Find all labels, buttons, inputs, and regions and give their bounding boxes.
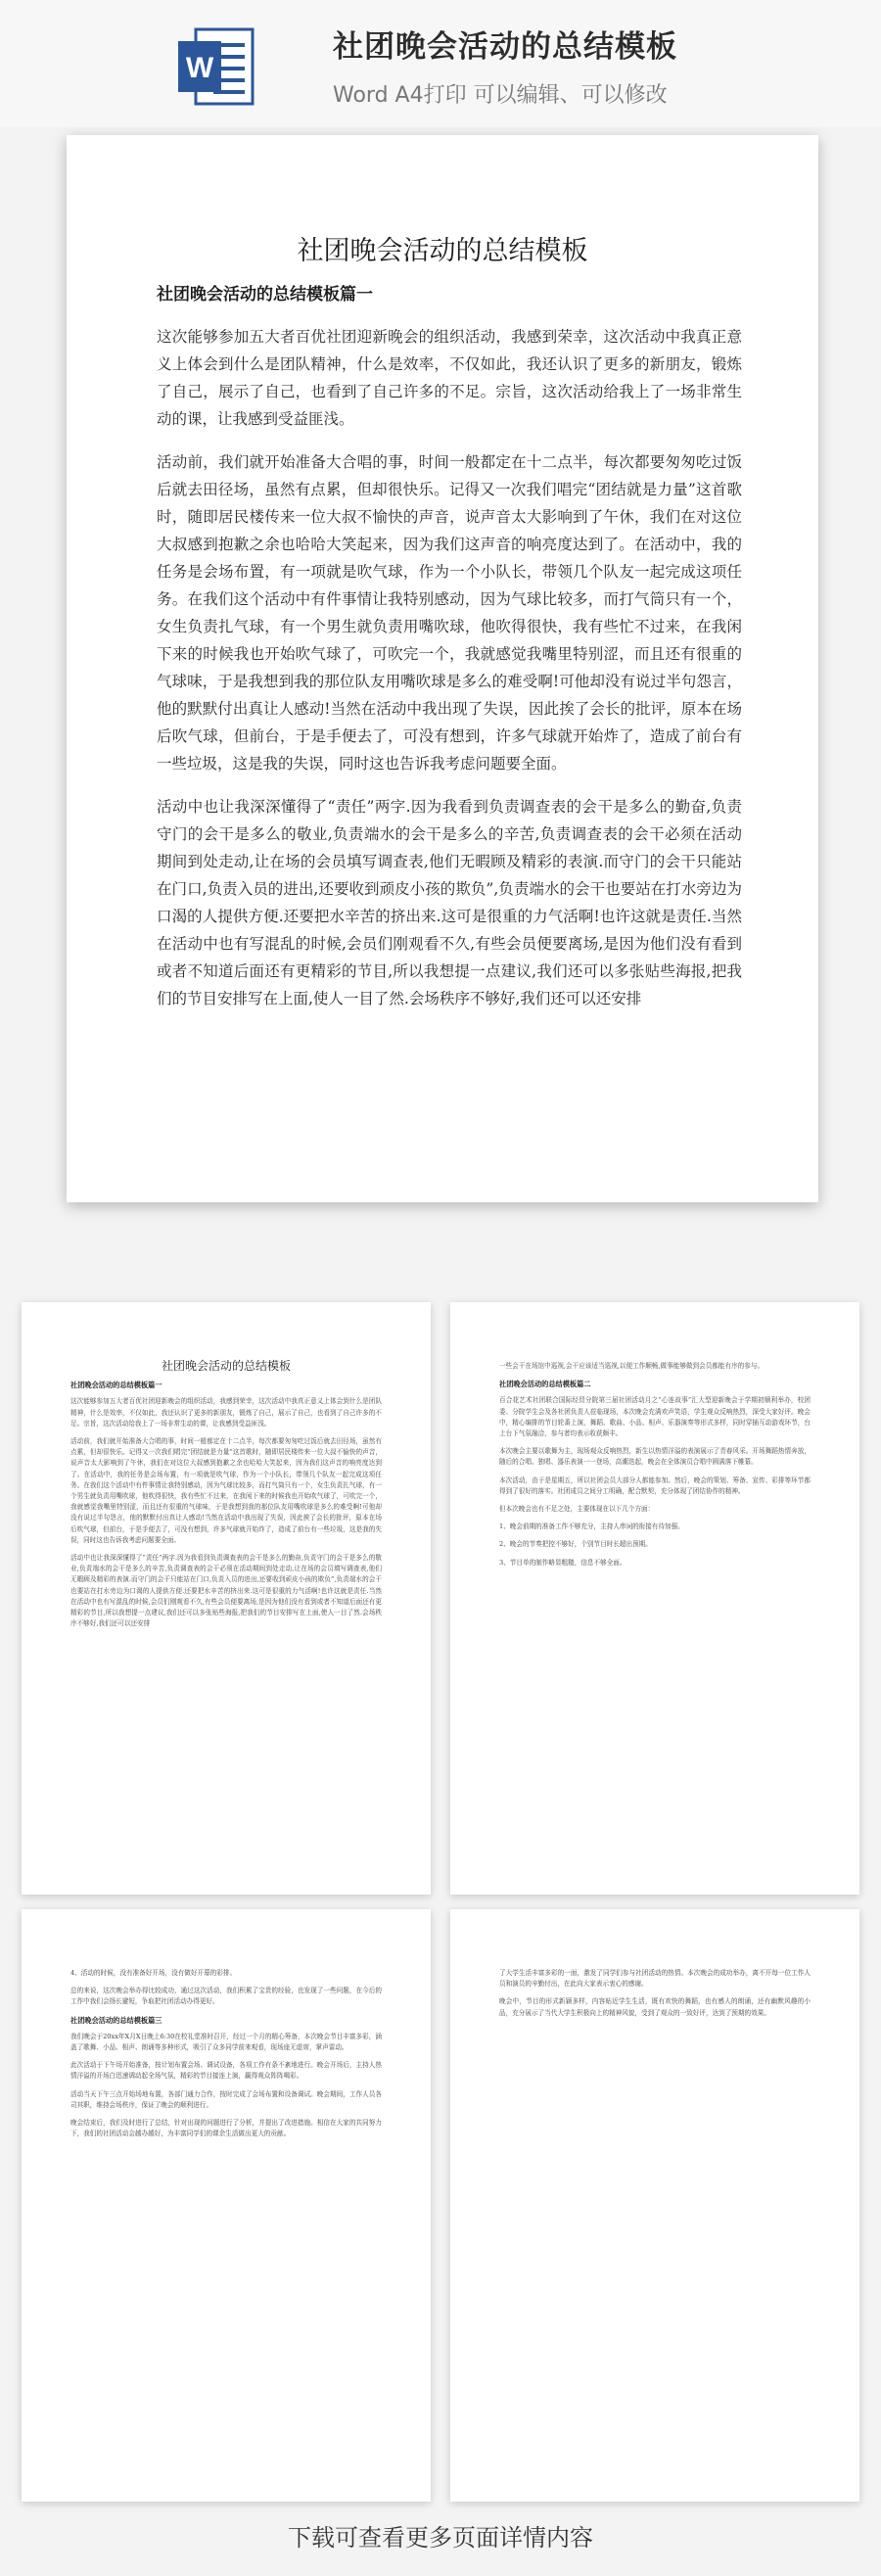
thumbnail-paragraph: 3、节目单的制作略显粗糙，信息不够全面。	[499, 1558, 626, 1567]
thumbnail-paragraph: 4、活动的时候，没有准备好开场，没有做好开幕的彩排。	[70, 1969, 237, 1977]
page-thumbnail-4[interactable]	[450, 1909, 859, 2502]
body-paragraph: 活动前，我们就开始准备大合唱的事，时间一般都定在十二点半，每次都要匆匆吃过饭后就去田径场，虽然有点累，但却很快乐。记得又一次我们唱完“团结就是力量”这首歌时，随即居民楼传来一位大叔不愉快的声音，说声音太大影响到了午休，我们在对这位大叔感到抱歉之余也哈哈大笑起来，因为我们这声音的响亮度达到了。在活动中，我的任务是会场布置，有一项就是吹气球，作为一个小队长，带领几个队友一起完成这项任务。在我们这个活动中有件事情让我特别感动，因为气球比较多，而打气筒只有一个，女生负责扎气球，有一个男生就负责用嘴吹球，他吹得很快，我有些忙不过来，在我闲下来的时候我也开始吹气球了，可吹完一个，我就感觉我嘴里特别涩，而且还有很重的气球味，于是我想到我的那位队友用嘴吹球是多么的难受啊!可他却没有说过半句怨言，他的默默付出真让人感动!当然在活动中我出现了失误，因此挨了会长的批评，原本在场后吹气球，但前台，于是手便去了，可没有想到，许多气球就开始炸了，造成了前台有一些垃圾，这是我的失误，同时这也告诉我考虑问题要全面。	[157, 453, 742, 773]
thumbnail-content	[70, 1349, 382, 1636]
thumbnail-heading: 社团晚会活动的总结模板篇一	[70, 1381, 162, 1390]
download-more-link[interactable]: 下载可查看更多页面详情内容	[288, 2524, 593, 2552]
thumbnail-paragraph: 1、晚会前期的准备工作不够充分，主持人串词的衔接有待加强。	[499, 1522, 684, 1531]
thumbnail-paragraph: 活动前，我们就开始准备大合唱的事，时间一般都定在十二点半，每次都要匆匆吃过饭后就去田径场，虽然有点累，但却很快乐。记得又一次我们唱完“团结就是力量”这首歌时，随即居民楼传来一位大叔不愉快的声音，说声音太大影响到了午休，我们在对这位大叔感到抱歉之余也哈哈大笑起来，因为我们这声音的响亮度达到了。在活动中，我的任务是会场布置，有一项就是吹气球，作为一个小队长，带领几个队友一起完成这项任务。在我们这个活动中有件事情让我特别感动，因为气球比较多，而打气筒只有一个，女生负责扎气球，有一个男生就负责用嘴吹球，他吹得很快，我有些忙不过来，在我闲下来的时候我也开始吹气球了，可吹完一个，我就感觉我嘴里特别涩，而且还有很重的气球味，于是我想到我的那位队友用嘴吹球是多么的难受啊!可他却没有说过半句怨言，他的默默付出真让人感动!当然在活动中我出现了失误，因此挨了会长的批评，原本在场后吹气球，但前台，于是手便去了，可没有想到，许多气球就开始炸了，造成了前台有一些垃圾，这是我的失误，同时这也告诉我考虑问题要全面。	[70, 1437, 382, 1544]
thumbnail-paragraph: 一些会干在场馆中巡视,会干应该适当巡视,以便工作顺畅,做事能够做到会员都能有序的参与。	[499, 1362, 765, 1370]
thumbnail-paragraph: 总的来说，这次晚会举办得比较成功，通过这次活动，我们积累了宝贵的经验，也发现了一些问题，在今后的工作中我们会扬长避短，争取把社团活动办得更好。	[70, 1987, 382, 2006]
thumbnail-paragraph: 活动中也让我深深懂得了“责任”两字.因为我看到负责调查表的会干是多么的勤奋,负责守门的会干是多么的敬业,负责端水的会干是多么的辛苦,负责调查表的会干必须在活动期间到处走动,让在场的会员填写调查表,他们无暇顾及精彩的表演.而守门的会干只能站在门口,负责入员的进出,还要收到顽皮小孩的欺负”,负责端水的会干也要站在打水旁边为口渴的人提供方便.还要把水辛苦的挤出来.这可是很重的力气活啊!也许这就是责任.当然在活动中也有写混乱的时候,会员们刚观看不久,有些会员便要离场,是因为他们没有看到或者不知道后面还有更精彩的节目,所以我想提一点建议,我们还可以多张贴些海报,把我们的节目安排写在上面,使人一目了然.会场秩序不够好,我们还可以还安排	[70, 1554, 382, 1628]
thumbnail-paragraph: 了大学生活丰富多彩的一面，激发了同学们参与社团活动的热情。本次晚会的成功举办，离不开每一位工作人员和演员的辛勤付出，在此向大家表示衷心的感谢。	[499, 1969, 811, 1989]
document-section-heading: 社团晚会活动的总结模板篇一	[157, 285, 373, 304]
page-thumbnail-2[interactable]	[450, 1302, 859, 1895]
thumbnail-paragraph: 活动当天下午三点开始场地布置，各部门通力合作，按时完成了会场布置和设备调试。晚会期间，工作人员各司其职，维持会场秩序，保证了晚会的顺利进行。	[70, 2089, 382, 2109]
thumbnail-content	[499, 1956, 811, 2026]
page-thumbnail-1[interactable]	[22, 1302, 431, 1895]
thumbnail-paragraph: 本次晚会主要以歌舞为主，现场观众反响热烈，新生以热情洋溢的表演展示了青春风采。开场舞蹈热情奔放，随后的合唱、独唱、器乐表演一一登场，高潮迭起，晚会在全体演员合唱中圆满落下帷幕。	[499, 1447, 811, 1467]
thumbnail-title: 社团晚会活动的总结模板	[161, 1359, 291, 1373]
main-document-page	[67, 135, 818, 1202]
word-document-icon	[174, 25, 256, 108]
svg-text:W: W	[185, 52, 214, 84]
body-paragraph: 活动中也让我深深懂得了“责任”两字.因为我看到负责调查表的会干是多么的勤奋,负责守门的会干是多么的敬业,负责端水的会干是多么的辛苦,负责调查表的会干必须在活动期间到处走动,让在场的会员填写调查表,他们无暇顾及精彩的表演.而守门的会干只能站在门口,负责入员的进出,还要收到顽皮小孩的欺负”,负责端水的会干也要站在打水旁边为口渴的人提供方便.还要把水辛苦的挤出来.这可是很重的力气活啊!也许这就是责任.当然在活动中也有写混乱的时候,会员们刚观看不久,有些会员便要离场,是因为他们没有看到或者不知道后面还有更精彩的节目,所以我想提一点建议,我们还可以多张贴些海报,把我们的节目安排写在上面,使人一目了然.会场秩序不够好,我们还可以还安排	[157, 798, 742, 1007]
banner-title: 社团晚会活动的总结模板	[333, 29, 677, 65]
thumbnail-paragraph: 此次活动于下午场开始准备，按计划布置会场、调试设备，各项工作有条不紊地进行。晚会开场后，主持人热情洋溢的开场白迅速调动起全场气氛，精彩的节目接连上演，赢得观众阵阵喝彩。	[70, 2061, 382, 2081]
page-thumbnail-3[interactable]	[22, 1909, 431, 2502]
body-paragraph: 这次能够参加五大者百优社团迎新晚会的组织活动，我感到荣幸，这次活动中我真正意义上体会到什么是团队精神，什么是效率，不仅如此，我还认识了更多的新朋友，锻炼了自己，展示了自己，也看到了自己许多的不足。宗旨，这次活动给我上了一场非常生动的课，让我感到受益匪浅。	[157, 328, 742, 428]
document-body	[157, 323, 742, 1028]
thumbnail-paragraph: 晚会中，节目的形式新颖多样，内容贴近学生生活，既有欢快的舞蹈，也有感人的朗诵，还有幽默风趣的小品，充分展示了当代大学生积极向上的精神风貌，受到了观众的一致好评，达到了预期的效果。	[499, 1997, 811, 2017]
thumbnail-content	[70, 1956, 382, 2146]
thumbnail-paragraph: 但本次晚会也有不足之处，主要体现在以下几个方面：	[499, 1505, 655, 1514]
thumbnail-heading: 社团晚会活动的总结模板篇三	[70, 2015, 162, 2025]
thumbnail-paragraph: 本次活动，由于是星期五，所以社团会员大部分人都能参加。然后，晚会的策划、筹备、宣传、彩排等环节都得到了很好的落实。社团成员之间分工明确，配合默契，充分体现了团结协作的精神。	[499, 1475, 811, 1495]
thumbnail-content	[499, 1349, 811, 1575]
thumbnail-paragraph: 百合花艺术社团联合国际经贸分院第三届社团活动月之“心连故事”汇大型迎新晚会于学期初顺利举办，校团委、分院学生会及各社团负责人莅临现场，本次晚会充满欢声笑语，学生观众反响热烈，深受大家好评。晚会中，精心编排的节目轮番上演，舞蹈、歌曲、小品、相声、乐器演奏等形式多样，同时穿插互动游戏环节，台上台下气氛融洽，参与者均表示收获颇丰。	[499, 1396, 811, 1438]
thumbnail-paragraph: 这次能够参加五大者百优社团迎新晚会的组织活动，我感到荣幸，这次活动中我真正意义上体会到什么是团队精神，什么是效率，不仅如此，我还认识了更多的新朋友，锻炼了自己，展示了自己，也看到了自己许多的不足。宗旨，这次活动给我上了一场非常生动的课，让我感到受益匪浅。	[70, 1397, 382, 1428]
thumbnail-paragraph: 我们晚会于20xx年X月X日晚上6:30在校礼堂准时召开，经过一个月的精心筹备，本次晚会节目丰富多彩，涵盖了歌舞、小品、相声、朗诵等多种形式，吸引了众多同学前来观看，现场座无虚席，掌声雷动。	[70, 2032, 382, 2052]
thumbnail-heading: 社团晚会活动的总结模板篇二	[499, 1380, 591, 1389]
header-banner	[0, 0, 881, 127]
banner-subtitle: Word A4打印 可以编辑、可以修改	[333, 83, 668, 108]
thumbnail-paragraph: 2、晚会的节奏把控不够好，个别节目时长超出预期。	[499, 1540, 652, 1549]
thumbnail-paragraph: 晚会结束后，我们及时进行了总结，针对出现的问题进行了分析，并提出了改进措施。相信在大家的共同努力下，我们的社团活动会越办越好，为丰富同学们的课余生活做出更大的贡献。	[70, 2119, 382, 2138]
document-title: 社团晚会活动的总结模板	[297, 236, 588, 266]
